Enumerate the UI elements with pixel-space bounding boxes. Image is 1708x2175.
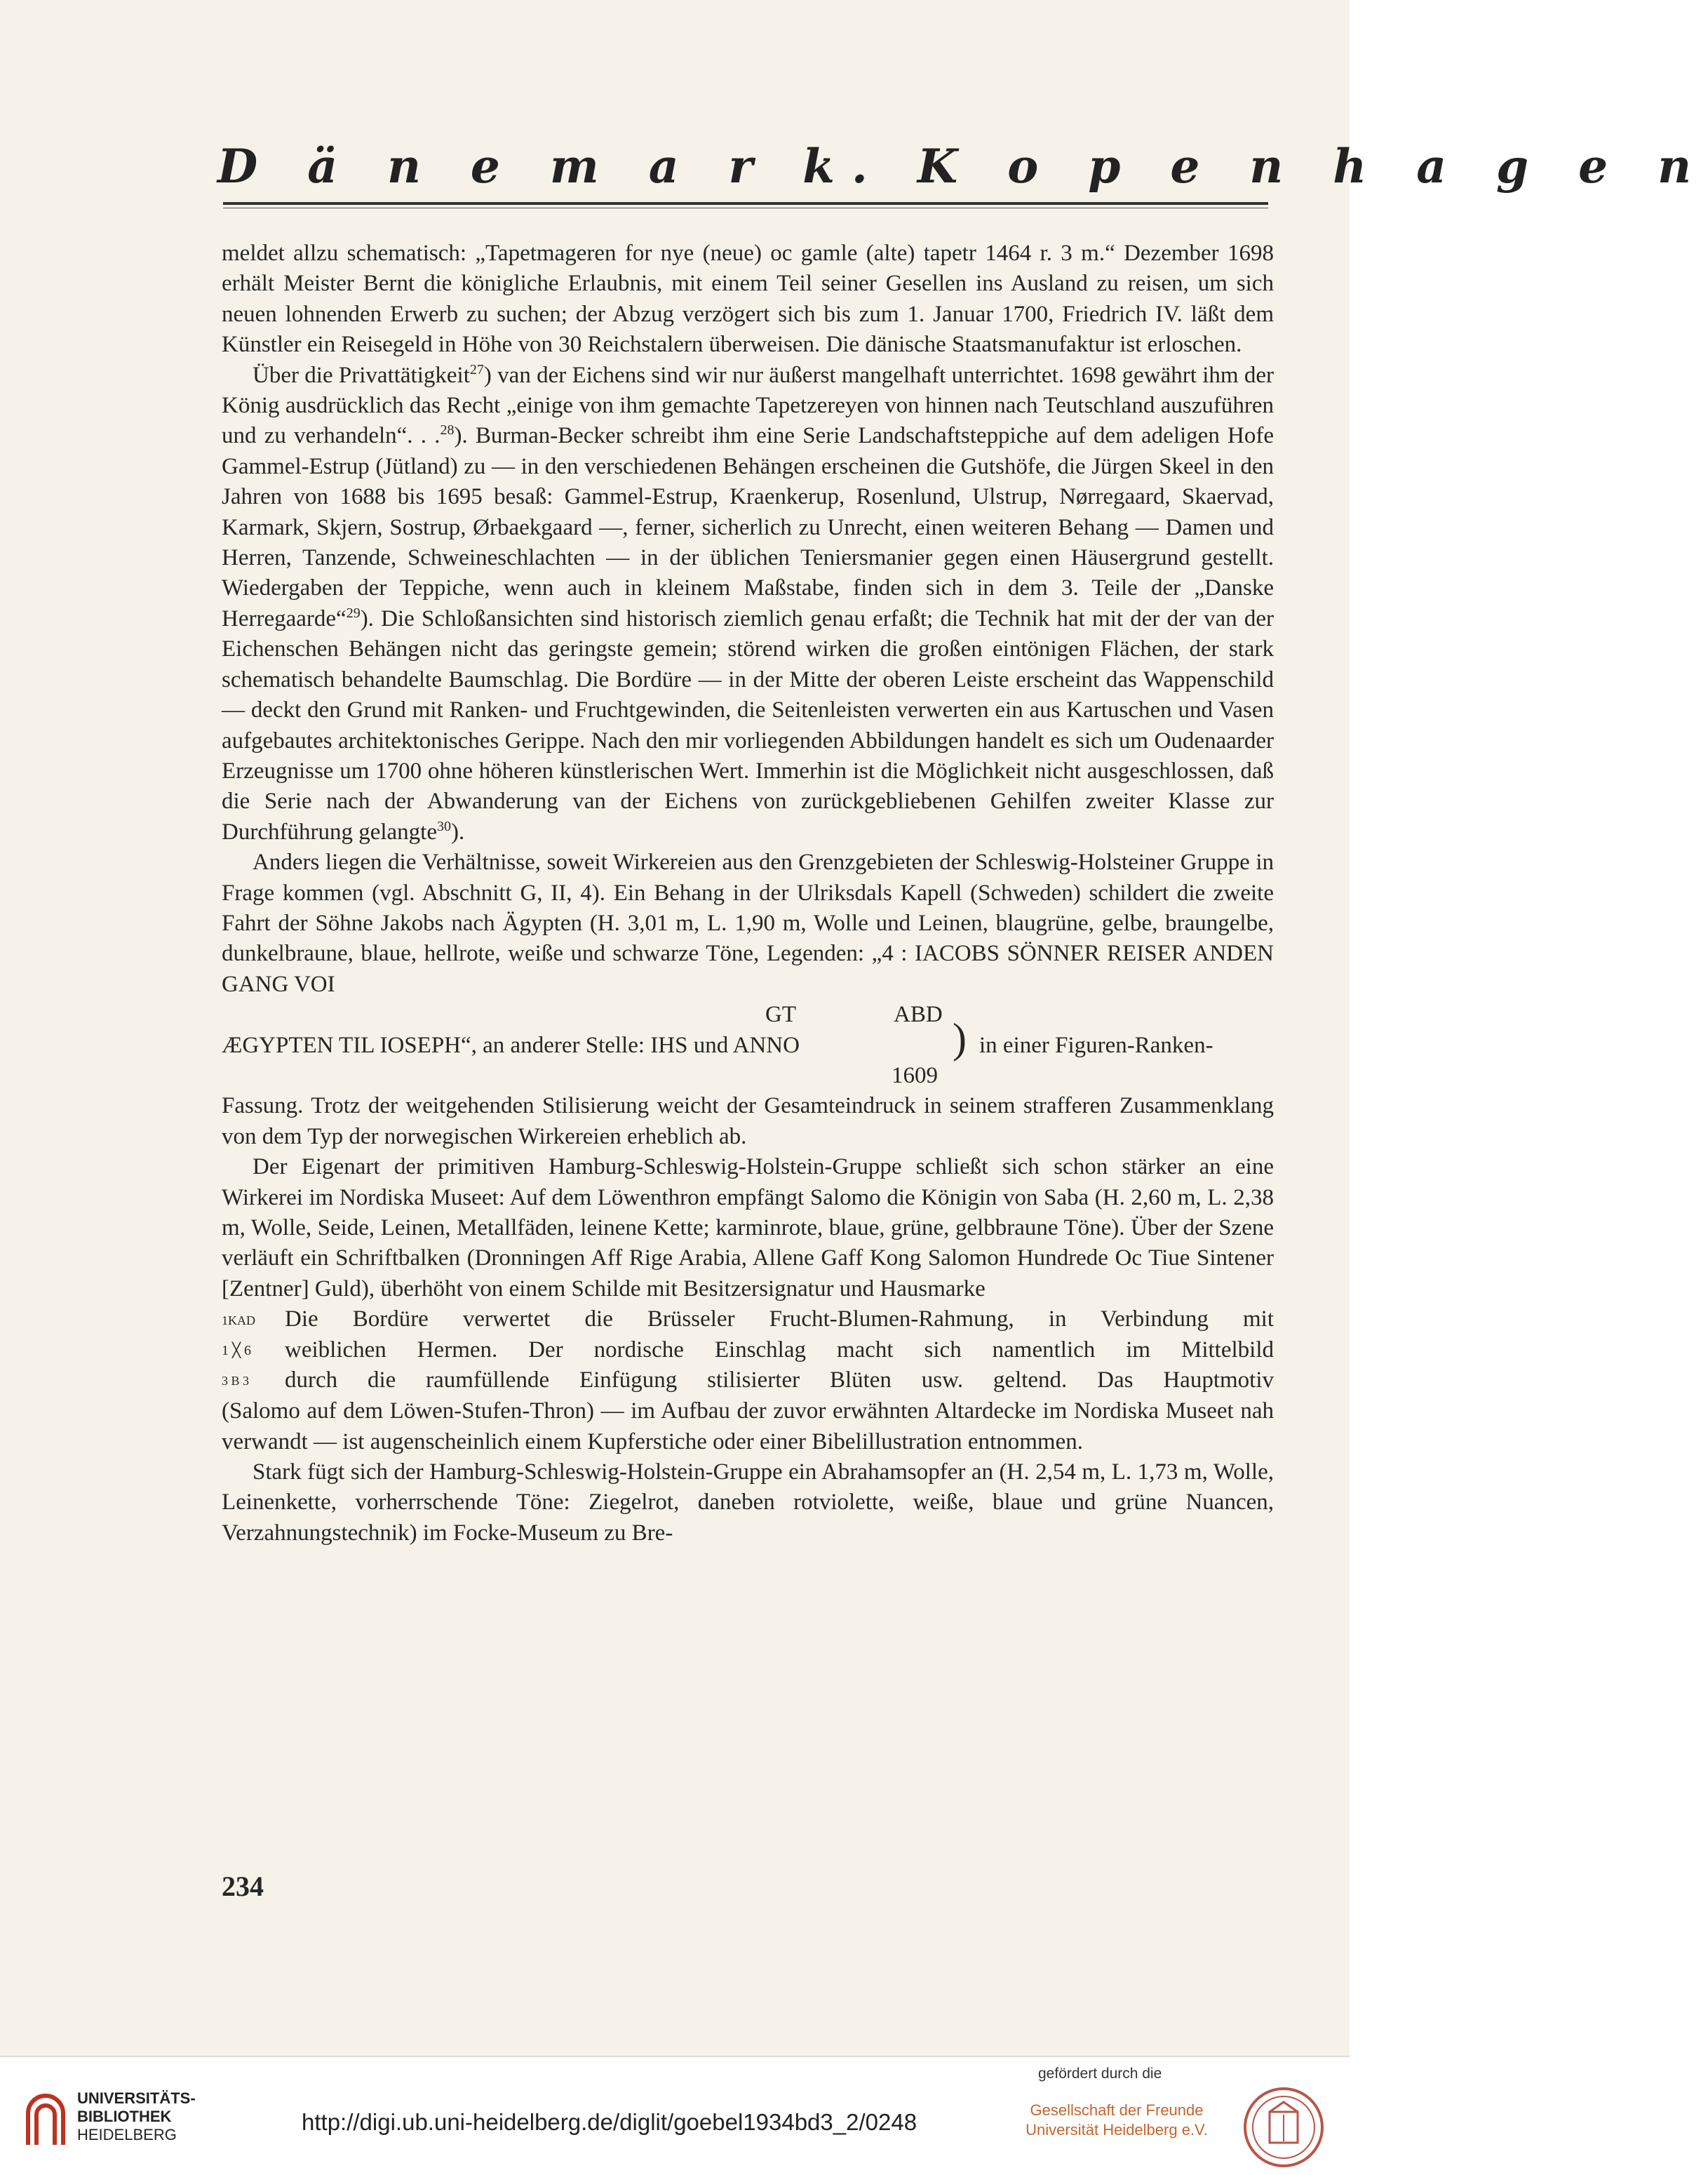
footnote-ref: 28 — [440, 422, 455, 439]
header-rule — [223, 202, 1268, 205]
hausmarke-block: 1KAD 1 ╳ 6 3 B 3 Die Bordüre verwertet die Brüsseler Frucht-Blumen-Rahmung, in Verbindung mit weiblichen Hermen. Der nordische Einschlag macht sich namentlich im Mittelbild durch die raumfüllende Einfügung stilisierter Blüten usw. geltend. Das Hauptmotiv — [222, 1304, 1274, 1396]
paragraph-2: Über die Privattätigkeit$^{27}$) van der Eichens sind wir nur äußerst mangelhaft unterrichtet. 1698 gewährt ihm der König ausdrücklich das Recht „einige von ihm gemachte Tapetzereyen von hinnen nach Teutschland auszuführen und zu verhandeln“. . .$^{28}$). Burman-Becker schreibt ihm eine Serie Landschaftsteppiche auf dem adeligen Hofe Gammel-Estrup (Jütland) zu — in den verschiedenen Behängen erscheinen die Gutshöfe, die Jürgen Skeel in den Jahren von 1688 bis 1695 besaß: Gammel-Estrup, Kraenkerup, Rosenlund, Ulstrup, Nørregaard, Skaervad, Karmark, Skjern, Sostrup, Ørbaekgaard —, ferner, sicherlich zu Unrecht, einen weiteren Behang — Damen und Herren, Tanzende, Schweineschlachten — in der üblichen Teniersmanier gegen einen Häusergrund gestellt. Wiedergaben der Teppiche, wenn auch in kleinem Maßstabe, finden sich in dem 3. Teile der „Danske Herregaarde“$^{29}$). Die Schloßansichten sind historisch ziemlich genau erfaßt; die Technik hat mit der der van der Eichenschen Behängen nicht das geringste gemein; störend wirken die großen eintönigen Flächen, der stark schematisch behandelte Baumschlag. Die Bordüre — in der Mitte der oberen Leiste erscheint das Wappenschild — deckt den Grund mit Ranken- und Fruchtgewinden, die Seitenleisten verwerten ein aus Kartuschen und Vasen aufgebautes architektonisches Gerippe. Nach den mir vorliegenden Abbildungen handelt es sich um Oudenaarder Erzeugnisse um 1700 ohne höheren künstlerischen Wert. Immerhin ist die Möglichkeit nicht ausgeschlossen, daß die Serie nach der Abwanderung van der Eichens von zurückgebliebenen Gehilfen zweiter Klasse zur Durchführung gelangte$^{30}$). — [222, 361, 1274, 845]
sponsor-label: gefördert durch die — [1038, 2066, 1162, 2082]
inscription-line-year: 1609 — [892, 1062, 938, 1088]
permalink-url[interactable]: http://digi.ub.uni-heidelberg.de/diglit/goebel1934bd3_2/0248 — [302, 2109, 917, 2135]
page-number: 234 — [222, 1871, 264, 1902]
inscription-line-main: ÆGYPTEN TIL IOSEPH“, an anderer Stelle: IHS und ANNO ) in einer Figuren-Ranken- — [222, 1015, 1213, 1062]
inscription-line-upper: GT ABD — [765, 1002, 943, 1028]
footer-bar — [0, 2056, 1350, 2175]
paragraph-4: Der Eigenart der primitiven Hamburg-Schleswig-Holstein-Gruppe schließt sich schon stärker an eine Wirkerei im Nordiska Museet: Auf dem Löwenthron empfängt Salomo die Königin von Saba (H. 2,60 m, L. 2,38 m, Wolle, Seide, Leinen, Metallfäden, leinene Kette; karminrote, blaue, grüne, gelbbraune Töne). Über der Szene verläuft ein Schriftbalken (Dronningen Aff Rige Arabia, Allene Gaff Kong Salomon Hundrede Oc Tiue Sintener [Zentner] Guld), überhöht von einem Schilde mit Besitzersignatur und Hausmarke — [222, 1154, 1274, 1301]
university-seal-icon — [1242, 2085, 1326, 2169]
library-name: UNIVERSITÄTS- BIBLIOTHEK HEIDELBERG — [77, 2089, 196, 2143]
body-text — [222, 239, 1274, 1548]
library-logo-icon — [21, 2092, 70, 2148]
running-head: D ä n e m a r k. K o p e n h a g e n — [217, 139, 1708, 194]
paragraph-1: meldet allzu schematisch: „Tapetmageren for nye (neue) oc gamle (alte) tapetr 1464 r. 3 m.“ Dezember 1698 erhält Meister Bernt die königliche Erlaubnis, mit einem Teil seiner Gesellen ins Ausland zu reisen, um sich neuen lohnenden Erwerb zu suchen; der Abzug verzögert sich bis zum 1. Januar 1700, Friedrich IV. läßt dem Künstler ein Reisegeld in Höhe von 30 Reichstalern überweisen. Die dänische Staatsmanufaktur ist erloschen. — [222, 241, 1274, 358]
sponsor-name: Gesellschaft der Freunde Universität Heidelberg e.V. — [1026, 2101, 1208, 2139]
paragraph-4-cont: (Salomo auf dem Löwen-Stufen-Thron) — im Aufbau der zuvor erwähnten Altardecke im Nordiska Museet nah verwandt — ist augenscheinlich einem Kupferstiche oder einer Bibelillustration entnommen. — [222, 1398, 1274, 1454]
footnote-ref: 29 — [346, 605, 361, 621]
brace-glyph: ) — [953, 1015, 967, 1062]
footnote-ref: 30 — [436, 818, 451, 834]
hausmarke-glyph: 1KAD 1 ╳ 6 3 B 3 — [222, 1313, 255, 1388]
paragraph-5: Stark fügt sich der Hamburg-Schleswig-Holstein-Gruppe ein Abrahamsopfer an (H. 2,54 m, L. 1,73 m, Wolle, Leinenkette, vorherrschende Töne: Ziegelrot, daneben rotviolette, weiße, blaue und grüne Nuancen, Verzahnungstechnik) im Focke-Museum zu Bre- — [222, 1459, 1274, 1546]
footnote-ref: 27 — [469, 361, 484, 377]
paragraph-3: Anders liegen die Verhältnisse, soweit Wirkereien aus den Grenzgebieten der Schleswig-Holsteiner Gruppe in Frage kommen (vgl. Abschnitt G, II, 4). Ein Behang in der Ulriksdals Kapell (Schweden) schildert die zweite Fahrt der Söhne Jakobs nach Ägypten (H. 3,01 m, L. 1,90 m, Wolle und Leinen, blaugrüne, gelbe, braungelbe, dunkelbraune, blaue, hellrote, weiße und schwarze Töne, Legenden: „4 : IACOBS SÖNNER REISER ANDEN GANG VOI — [222, 850, 1274, 997]
paragraph-3-cont: Fassung. Trotz der weitgehenden Stilisierung weicht der Gesamteindruck in seinem strafferen Zusammenklang von dem Typ der norwegischen Wirkereien erheblich ab. — [222, 1093, 1274, 1149]
